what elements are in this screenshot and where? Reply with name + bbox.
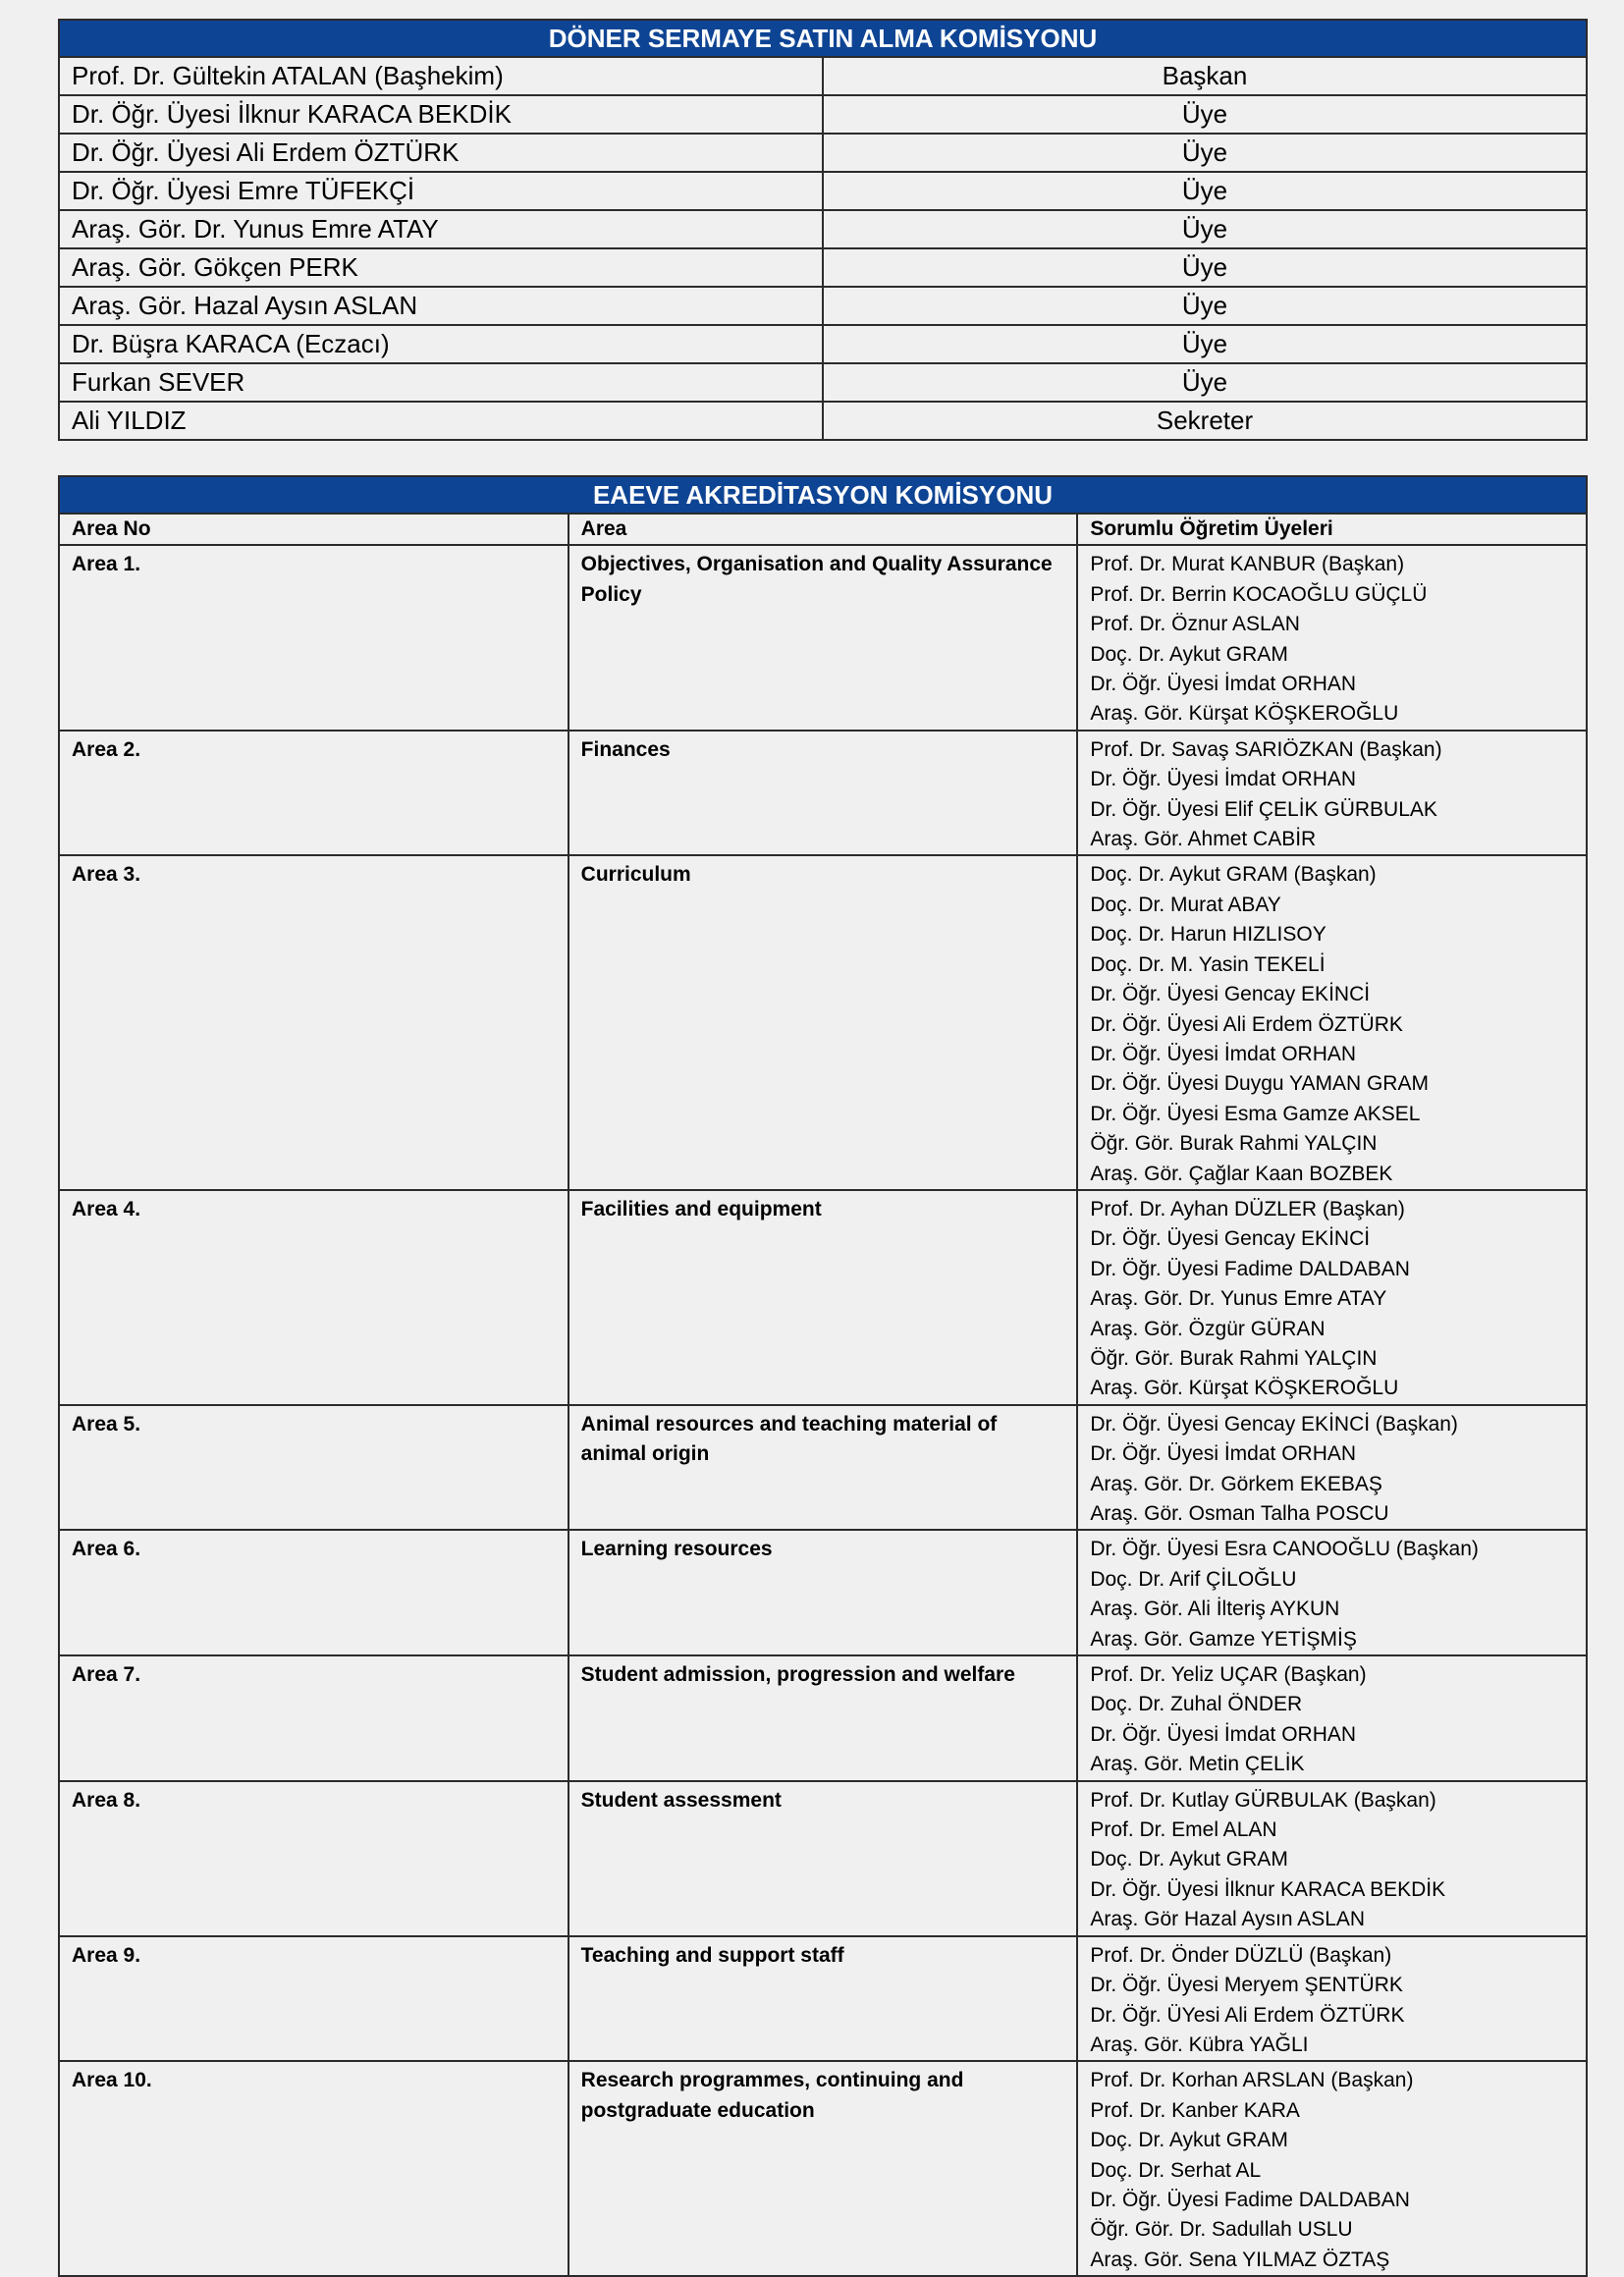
member-entry: Dr. Öğr. Üyesi İlknur KARACA BEKDİK (1090, 1877, 1446, 1901)
area-name: Objectives, Organisation and Quality Assurance Policy (568, 545, 1078, 730)
member-name: Furkan SEVER (59, 363, 823, 402)
member-entry: Araş. Gör. Çağlar Kaan BOZBEK (1090, 1162, 1393, 1185)
member-entry: Araş. Gör. Özgür GÜRAN (1090, 1317, 1326, 1340)
member-entry: Prof. Dr. Önder DÜZLÜ (Başkan) (1090, 1943, 1392, 1967)
table-row (59, 57, 1587, 95)
table-row (59, 1530, 1587, 1655)
area-name: Facilities and equipment (568, 1190, 1078, 1405)
table-row (59, 731, 1587, 856)
eaeve-commission-table (58, 475, 1588, 2277)
area-number: Area 6. (59, 1530, 568, 1655)
responsible-members (1077, 731, 1587, 856)
member-entry: Dr. Öğr. Üyesi Gencay EKİNCİ (Başkan) (1090, 1412, 1458, 1436)
table-row (59, 172, 1587, 210)
member-entry: Dr. Öğr. Üyesi Elif ÇELİK GÜRBULAK (1090, 797, 1437, 821)
member-role: Üye (823, 134, 1587, 172)
responsible-members (1077, 1190, 1587, 1405)
table-row (59, 248, 1587, 287)
column-header-members: Sorumlu Öğretim Üyeleri (1077, 514, 1587, 545)
responsible-members (1077, 1405, 1587, 1531)
member-entry: Dr. Öğr. ÜYesi Ali Erdem ÖZTÜRK (1090, 2003, 1405, 2027)
table-row (59, 210, 1587, 248)
member-entry: Doç. Dr. Arif ÇİLOĞLU (1090, 1567, 1297, 1591)
member-entry: Dr. Öğr. Üyesi Fadime DALDABAN (1090, 2188, 1410, 2211)
area-name: Teaching and support staff (568, 1936, 1078, 2062)
member-entry: Dr. Öğr. Üyesi Ali Erdem ÖZTÜRK (1090, 1012, 1403, 1036)
area-name: Finances (568, 731, 1078, 856)
member-name: Ali YILDIZ (59, 402, 823, 440)
doner-commission-table (58, 19, 1588, 441)
table-row (59, 402, 1587, 440)
table-row (59, 1781, 1587, 1936)
area-number: Area 10. (59, 2061, 568, 2276)
member-name: Araş. Gör. Hazal Aysın ASLAN (59, 287, 823, 325)
area-number: Area 4. (59, 1190, 568, 1405)
member-role: Sekreter (823, 402, 1587, 440)
member-entry: Doç. Dr. Aykut GRAM (1090, 2129, 1288, 2152)
member-name: Prof. Dr. Gültekin ATALAN (Başhekim) (59, 57, 823, 95)
member-entry: Prof. Dr. Savaş SARIÖZKAN (Başkan) (1090, 737, 1442, 761)
member-entry: Dr. Öğr. Üyesi Fadime DALDABAN (1090, 1257, 1410, 1280)
member-name: Araş. Gör. Dr. Yunus Emre ATAY (59, 210, 823, 248)
member-entry: Prof. Dr. Ayhan DÜZLER (Başkan) (1090, 1197, 1405, 1220)
member-entry: Dr. Öğr. Üyesi Meryem ŞENTÜRK (1090, 1974, 1403, 1997)
responsible-members (1077, 1781, 1587, 1936)
area-number: Area 9. (59, 1936, 568, 2062)
member-entry: Araş. Gör. Gamze YETİŞMİŞ (1090, 1627, 1357, 1651)
member-entry: Araş. Gör. Ali İlteriş AYKUN (1090, 1598, 1340, 1621)
member-entry: Doç. Dr. Aykut GRAM (1090, 642, 1288, 666)
member-entry: Araş. Gör Hazal Aysın ASLAN (1090, 1908, 1366, 1931)
area-number: Area 7. (59, 1655, 568, 1781)
member-role: Üye (823, 248, 1587, 287)
member-entry: Prof. Dr. Korhan ARSLAN (Başkan) (1090, 2069, 1414, 2092)
member-entry: Dr. Öğr. Üyesi Duygu YAMAN GRAM (1090, 1072, 1429, 1096)
table-row (59, 1405, 1587, 1531)
member-name: Dr. Öğr. Üyesi Emre TÜFEKÇİ (59, 172, 823, 210)
member-entry: Prof. Dr. Berrin KOCAOĞLU GÜÇLÜ (1090, 582, 1428, 606)
area-number: Area 5. (59, 1405, 568, 1531)
member-entry: Prof. Dr. Yeliz UÇAR (Başkan) (1090, 1663, 1367, 1687)
member-role: Üye (823, 287, 1587, 325)
responsible-members (1077, 1655, 1587, 1781)
member-role: Üye (823, 363, 1587, 402)
member-entry: Prof. Dr. Öznur ASLAN (1090, 613, 1300, 636)
member-role: Üye (823, 210, 1587, 248)
member-entry: Prof. Dr. Kanber KARA (1090, 2098, 1300, 2122)
member-entry: Araş. Gör. Dr. Görkem EKEBAŞ (1090, 1472, 1382, 1495)
area-number: Area 8. (59, 1781, 568, 1936)
responsible-members (1077, 545, 1587, 730)
member-entry: Araş. Gör. Ahmet CABİR (1090, 828, 1317, 851)
member-role: Üye (823, 325, 1587, 363)
member-name: Dr. Öğr. Üyesi İlknur KARACA BEKDİK (59, 95, 823, 134)
responsible-members (1077, 855, 1587, 1189)
area-name: Student assessment (568, 1781, 1078, 1936)
member-entry: Öğr. Gör. Burak Rahmi YALÇIN (1090, 1346, 1378, 1370)
table-row (59, 134, 1587, 172)
member-name: Araş. Gör. Gökçen PERK (59, 248, 823, 287)
member-role: Başkan (823, 57, 1587, 95)
member-entry: Dr. Öğr. Üyesi Gencay EKİNCİ (1090, 983, 1371, 1006)
responsible-members (1077, 1936, 1587, 2062)
doner-commission-title: DÖNER SERMAYE SATIN ALMA KOMİSYONU (59, 20, 1587, 57)
member-entry: Araş. Gör. Kübra YAĞLI (1090, 2033, 1309, 2056)
area-number: Area 1. (59, 545, 568, 730)
responsible-members (1077, 2061, 1587, 2276)
member-entry: Dr. Öğr. Üyesi İmdat ORHAN (1090, 1042, 1357, 1065)
member-entry: Araş. Gör. Metin ÇELİK (1090, 1753, 1305, 1776)
member-entry: Dr. Öğr. Üyesi İmdat ORHAN (1090, 673, 1357, 696)
member-entry: Prof. Dr. Murat KANBUR (Başkan) (1090, 553, 1405, 576)
member-entry: Doç. Dr. Aykut GRAM (Başkan) (1090, 863, 1377, 887)
table-row (59, 855, 1587, 1189)
area-name: Research programmes, continuing and postgraduate education (568, 2061, 1078, 2276)
column-header-row (59, 514, 1587, 545)
area-number: Area 3. (59, 855, 568, 1189)
member-entry: Doç. Dr. Murat ABAY (1090, 893, 1281, 916)
member-entry: Dr. Öğr. Üyesi İmdat ORHAN (1090, 768, 1357, 791)
member-role: Üye (823, 95, 1587, 134)
area-name: Student admission, progression and welfare (568, 1655, 1078, 1781)
member-entry: Araş. Gör. Dr. Yunus Emre ATAY (1090, 1287, 1387, 1311)
area-name: Animal resources and teaching material of animal origin (568, 1405, 1078, 1531)
table-row (59, 95, 1587, 134)
member-entry: Öğr. Gör. Burak Rahmi YALÇIN (1090, 1132, 1378, 1156)
member-entry: Dr. Öğr. Üyesi Esma Gamze AKSEL (1090, 1102, 1421, 1125)
member-entry: Dr. Öğr. Üyesi İmdat ORHAN (1090, 1442, 1357, 1466)
member-entry: Doç. Dr. Serhat AL (1090, 2158, 1262, 2182)
member-entry: Doç. Dr. Aykut GRAM (1090, 1848, 1288, 1871)
table-row (59, 1936, 1587, 2062)
table-row (59, 363, 1587, 402)
member-entry: Doç. Dr. Harun HIZLISOY (1090, 923, 1326, 947)
column-header-area-no: Area No (59, 514, 568, 545)
member-entry: Araş. Gör. Kürşat KÖŞKEROĞLU (1090, 1377, 1399, 1400)
member-entry: Doç. Dr. Zuhal ÖNDER (1090, 1693, 1303, 1716)
table-row (59, 287, 1587, 325)
member-entry: Prof. Dr. Emel ALAN (1090, 1818, 1277, 1842)
member-role: Üye (823, 172, 1587, 210)
member-name: Dr. Büşra KARACA (Eczacı) (59, 325, 823, 363)
member-entry: Doç. Dr. M. Yasin TEKELİ (1090, 952, 1326, 976)
responsible-members (1077, 1530, 1587, 1655)
area-name: Learning resources (568, 1530, 1078, 1655)
table-row (59, 2061, 1587, 2276)
area-name: Curriculum (568, 855, 1078, 1189)
table-row (59, 1190, 1587, 1405)
member-name: Dr. Öğr. Üyesi Ali Erdem ÖZTÜRK (59, 134, 823, 172)
member-entry: Dr. Öğr. Üyesi Esra CANOOĞLU (Başkan) (1090, 1538, 1479, 1561)
member-entry: Dr. Öğr. Üyesi Gencay EKİNCİ (1090, 1227, 1371, 1251)
table-row (59, 545, 1587, 730)
member-entry: Araş. Gör. Sena YILMAZ ÖZTAŞ (1090, 2248, 1390, 2271)
table-row (59, 325, 1587, 363)
member-entry: Dr. Öğr. Üyesi İmdat ORHAN (1090, 1722, 1357, 1746)
member-entry: Araş. Gör. Osman Talha POSCU (1090, 1502, 1389, 1525)
eaeve-commission-title: EAEVE AKREDİTASYON KOMİSYONU (59, 476, 1587, 514)
area-number: Area 2. (59, 731, 568, 856)
member-entry: Araş. Gör. Kürşat KÖŞKEROĞLU (1090, 702, 1399, 726)
column-header-area: Area (568, 514, 1078, 545)
member-entry: Öğr. Gör. Dr. Sadullah USLU (1090, 2218, 1353, 2242)
table-row (59, 1655, 1587, 1781)
member-entry: Prof. Dr. Kutlay GÜRBULAK (Başkan) (1090, 1788, 1436, 1812)
